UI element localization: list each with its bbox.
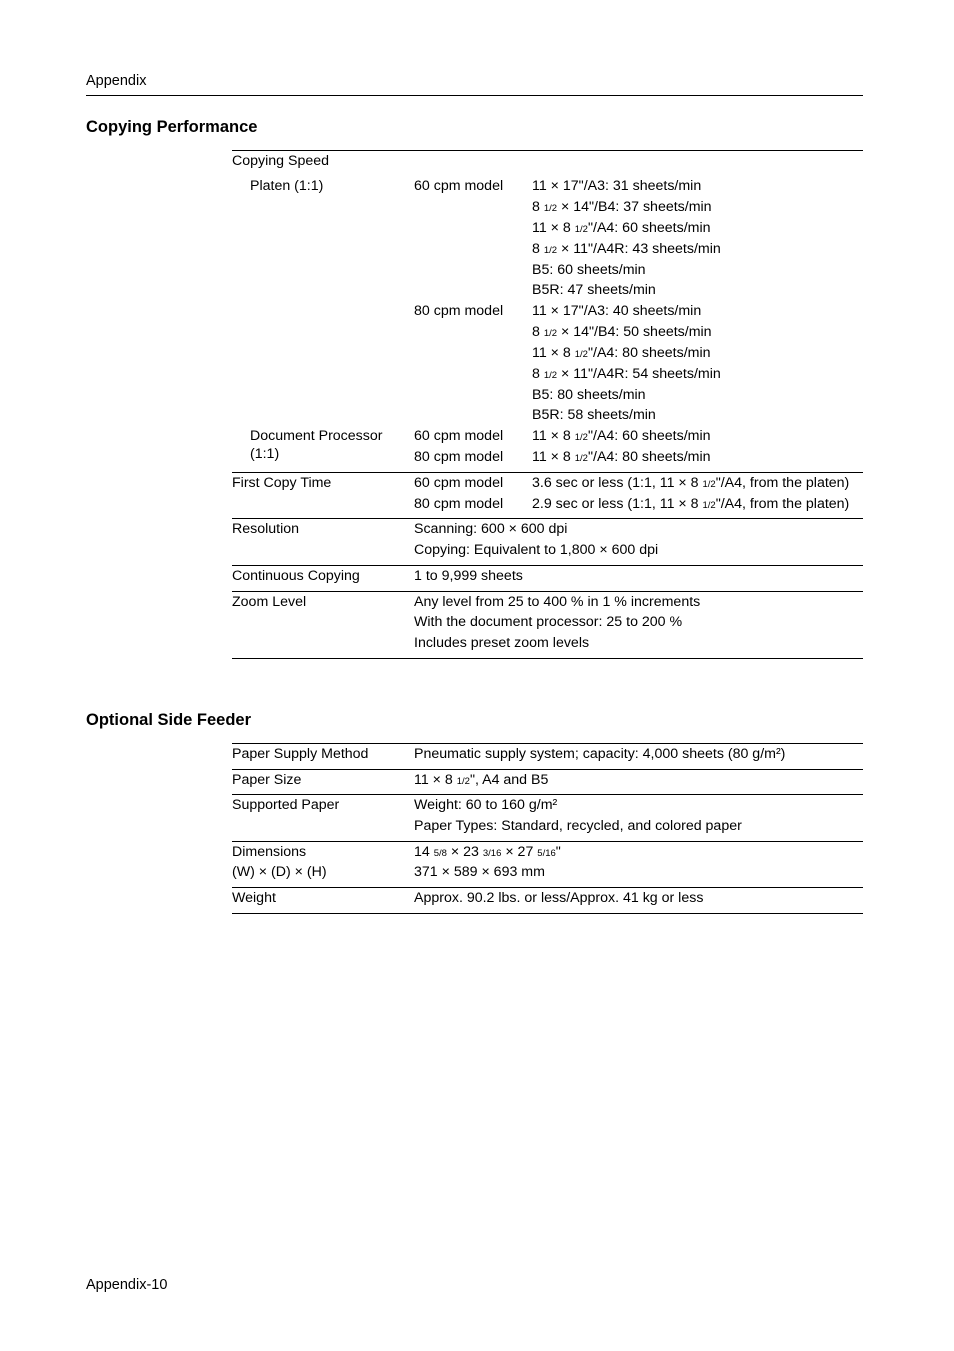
table-rule [232,658,863,659]
first-copy-label: First Copy Time [232,475,332,491]
spec-a4-80: 11 × 8 1/2"/A4: 80 sheets/min [532,345,711,361]
platen-label: Platen (1:1) [250,178,324,194]
fc-spec-60: 3.6 sec or less (1:1, 11 × 8 1/2"/A4, from the platen) [532,475,850,491]
section-title-copying: Copying Performance [86,118,258,136]
fc-spec-80: 2.9 sec or less (1:1, 11 × 8 1/2"/A4, from the platen) [532,496,850,512]
supply-method-value: Pneumatic supply system; capacity: 4,000 sheets (80 g/m²) [414,746,786,762]
dp-label-line2: (1:1) [250,446,280,462]
zoom-label: Zoom Level [232,594,307,610]
dimensions-label-line1: Dimensions [232,844,307,860]
running-header: Appendix [86,73,147,89]
fc-model-60-label: 60 cpm model [414,475,504,491]
paper-size-value: 11 × 8 1/2", A4 and B5 [414,772,549,788]
copying-speed-label: Copying Speed [232,153,330,169]
dimensions-label-line2: (W) × (D) × (H) [232,864,327,880]
header-rule [86,95,863,96]
table-rule [232,913,863,914]
spec-b5r-60: B5R: 47 sheets/min [532,282,656,298]
supported-paper-types: Paper Types: Standard, recycled, and colored paper [414,818,742,834]
section-title-feeder: Optional Side Feeder [86,711,252,729]
dp-model-60-label: 60 cpm model [414,428,504,444]
dp-label-line1: Document Processor [250,428,383,444]
supported-paper-weight: Weight: 60 to 160 g/m² [414,797,558,813]
spec-b4-80: 8 1/2 × 14"/B4: 50 sheets/min [532,324,712,340]
fc-model-80-label: 80 cpm model [414,496,504,512]
spec-a4-60: 11 × 8 1/2"/A4: 60 sheets/min [532,220,711,236]
resolution-copy: Copying: Equivalent to 1,800 × 600 dpi [414,542,659,558]
zoom-line2: With the document processor: 25 to 200 % [414,614,683,630]
dimensions-mm: 371 × 589 × 693 mm [414,864,545,880]
spec-a3-80: 11 × 17"/A3: 40 sheets/min [532,303,702,319]
zoom-line3: Includes preset zoom levels [414,635,590,651]
weight-value: Approx. 90.2 lbs. or less/Approx. 41 kg or less [414,890,704,906]
supply-method-label: Paper Supply Method [232,746,369,762]
spec-b5-60: B5: 60 sheets/min [532,262,646,278]
resolution-scan: Scanning: 600 × 600 dpi [414,521,568,537]
dp-model-80-label: 80 cpm model [414,449,504,465]
supported-paper-label: Supported Paper [232,797,340,813]
model-80-label: 80 cpm model [414,303,504,319]
weight-label: Weight [232,890,276,906]
dimensions-inches: 14 5/8 × 23 3/16 × 27 5/16" [414,844,561,860]
model-60-label: 60 cpm model [414,178,504,194]
dp-spec-60: 11 × 8 1/2"/A4: 60 sheets/min [532,428,711,444]
continuous-label: Continuous Copying [232,568,360,584]
resolution-label: Resolution [232,521,300,537]
dp-spec-80: 11 × 8 1/2"/A4: 80 sheets/min [532,449,711,465]
spec-a4r-80: 8 1/2 × 11"/A4R: 54 sheets/min [532,366,721,382]
zoom-line1: Any level from 25 to 400 % in 1 % increments [414,594,701,610]
page-number: Appendix-10 [86,1277,168,1293]
spec-a3-60: 11 × 17"/A3: 31 sheets/min [532,178,702,194]
spec-a4r-60: 8 1/2 × 11"/A4R: 43 sheets/min [532,241,721,257]
spec-b4-60: 8 1/2 × 14"/B4: 37 sheets/min [532,199,712,215]
continuous-value: 1 to 9,999 sheets [414,568,523,584]
spec-b5-80: B5: 80 sheets/min [532,387,646,403]
paper-size-label: Paper Size [232,772,302,788]
spec-b5r-80: B5R: 58 sheets/min [532,407,656,423]
